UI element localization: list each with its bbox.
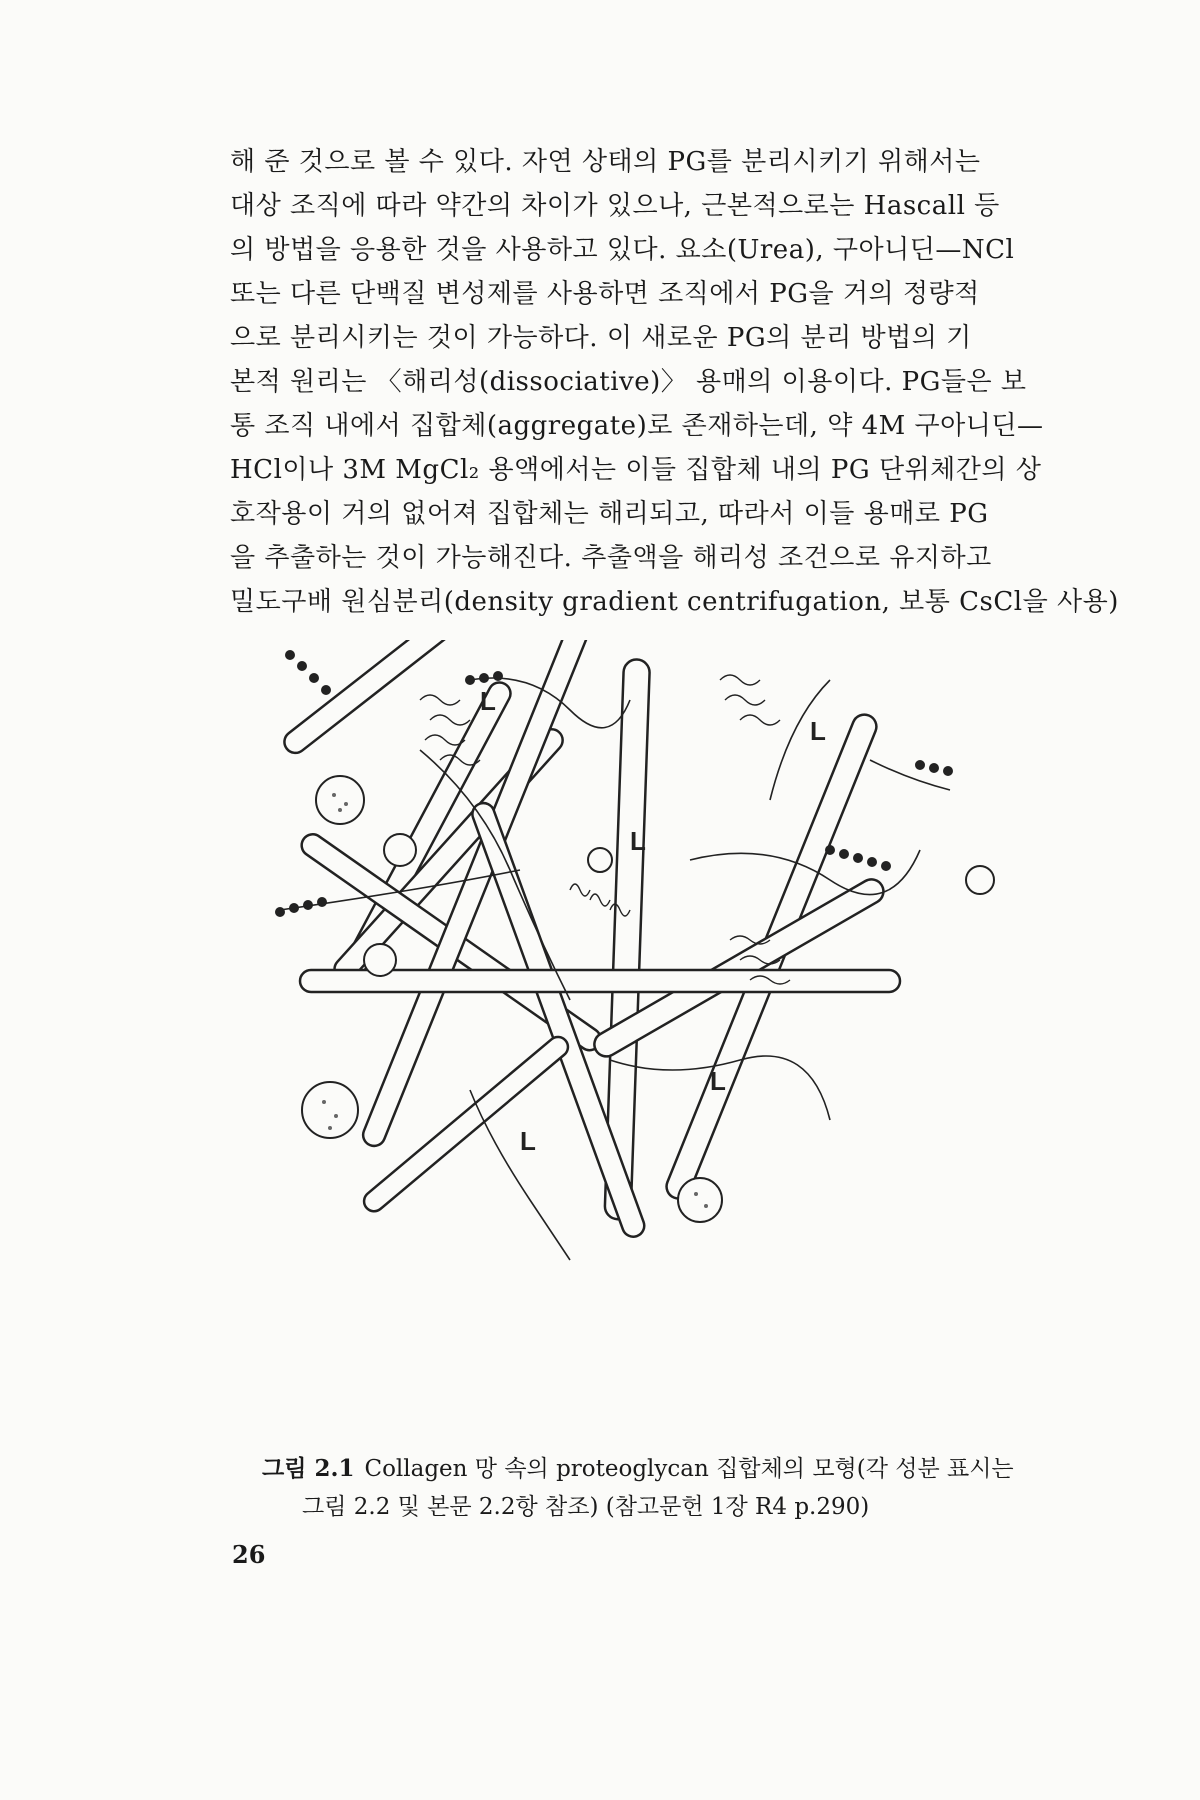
- cells: [302, 776, 994, 1222]
- bead: [929, 763, 939, 773]
- bristle: [590, 894, 610, 906]
- letter-mark: L: [520, 1126, 536, 1156]
- caption-line-1: [262, 1450, 1092, 1488]
- cell: [316, 776, 364, 824]
- bead: [867, 857, 877, 867]
- cell: [678, 1178, 722, 1222]
- bristle: [725, 695, 765, 705]
- bead: [881, 861, 891, 871]
- letter-mark: L: [810, 716, 826, 746]
- body-line: 을 추출하는 것이 가능해진다. 추출액을 해리성 조건으로 유지하고: [230, 543, 992, 573]
- bead: [915, 760, 925, 770]
- bead: [943, 766, 953, 776]
- bead-chain: [870, 760, 950, 790]
- bristle: [420, 695, 460, 705]
- bead: [825, 845, 835, 855]
- bead: [285, 650, 295, 660]
- bead: [275, 907, 285, 917]
- cell: [588, 848, 612, 872]
- body-text: [230, 140, 1119, 624]
- caption-line-2: 그림 2.2 및 본문 2.2항 참조) (참고문헌 1장 R4 p.290): [302, 1494, 870, 1520]
- bead: [289, 903, 299, 913]
- bead: [479, 673, 489, 683]
- page-number: 26: [232, 1540, 266, 1569]
- bead: [317, 897, 327, 907]
- bead: [321, 685, 331, 695]
- bristle: [570, 884, 590, 896]
- cell: [384, 834, 416, 866]
- body-line: 또는 다른 단백질 변성제를 사용하면 조직에서 PG을 거의 정량적: [230, 279, 980, 309]
- body-line: 대상 조직에 따라 약간의 차이가 있으나, 근본적으로는 Hascall 등: [230, 191, 1000, 221]
- bristle: [425, 735, 465, 745]
- bead: [309, 673, 319, 683]
- bristle: [740, 715, 780, 725]
- figure-caption: [262, 1450, 1092, 1526]
- cell: [966, 866, 994, 894]
- body-line: 통 조직 내에서 집합체(aggregate)로 존재하는데, 약 4M 구아니딘—: [230, 411, 1044, 441]
- body-line: 밀도구배 원심분리(density gradient centrifugation, 보통 CsCl을 사용): [230, 587, 1119, 617]
- body-line: 해 준 것으로 볼 수 있다. 자연 상태의 PG를 분리시키기 위해서는: [230, 147, 981, 177]
- letter-mark: L: [480, 686, 496, 716]
- body-line: 의 방법을 응용한 것을 사용하고 있다. 요소(Urea), 구아니딘—NCl: [230, 235, 1015, 265]
- caption-label: 그림 2.1: [262, 1455, 355, 1482]
- bead: [853, 853, 863, 863]
- body-line: 호작용이 거의 없어져 집합체는 해리되고, 따라서 이들 용매로 PG: [230, 499, 989, 529]
- figure-illustration: [270, 640, 1040, 1440]
- bristle: [720, 675, 760, 685]
- body-line: 으로 분리시키는 것이 가능하다. 이 새로운 PG의 분리 방법의 기: [230, 323, 972, 353]
- collagen-fibers: [280, 640, 900, 1240]
- bead: [839, 849, 849, 859]
- letter-mark: L: [630, 826, 646, 856]
- bead: [303, 900, 313, 910]
- bead: [465, 675, 475, 685]
- bead: [493, 671, 503, 681]
- letter-mark: L: [710, 1066, 726, 1096]
- cell: [364, 944, 396, 976]
- bead: [297, 661, 307, 671]
- proteoglycan-collagen-drawing: [270, 640, 1040, 1440]
- caption-text-1: Collagen 망 속의 proteoglycan 집합체의 모형(각 성분 표시는: [364, 1456, 1014, 1482]
- bristle: [430, 715, 470, 725]
- body-line: HCl이나 3M MgCl₂ 용액에서는 이들 집합체 내의 PG 단위체간의 상: [230, 455, 1042, 485]
- body-line: 본적 원리는 〈해리성(dissociative)〉 용매의 이용이다. PG들은 보: [230, 367, 1027, 397]
